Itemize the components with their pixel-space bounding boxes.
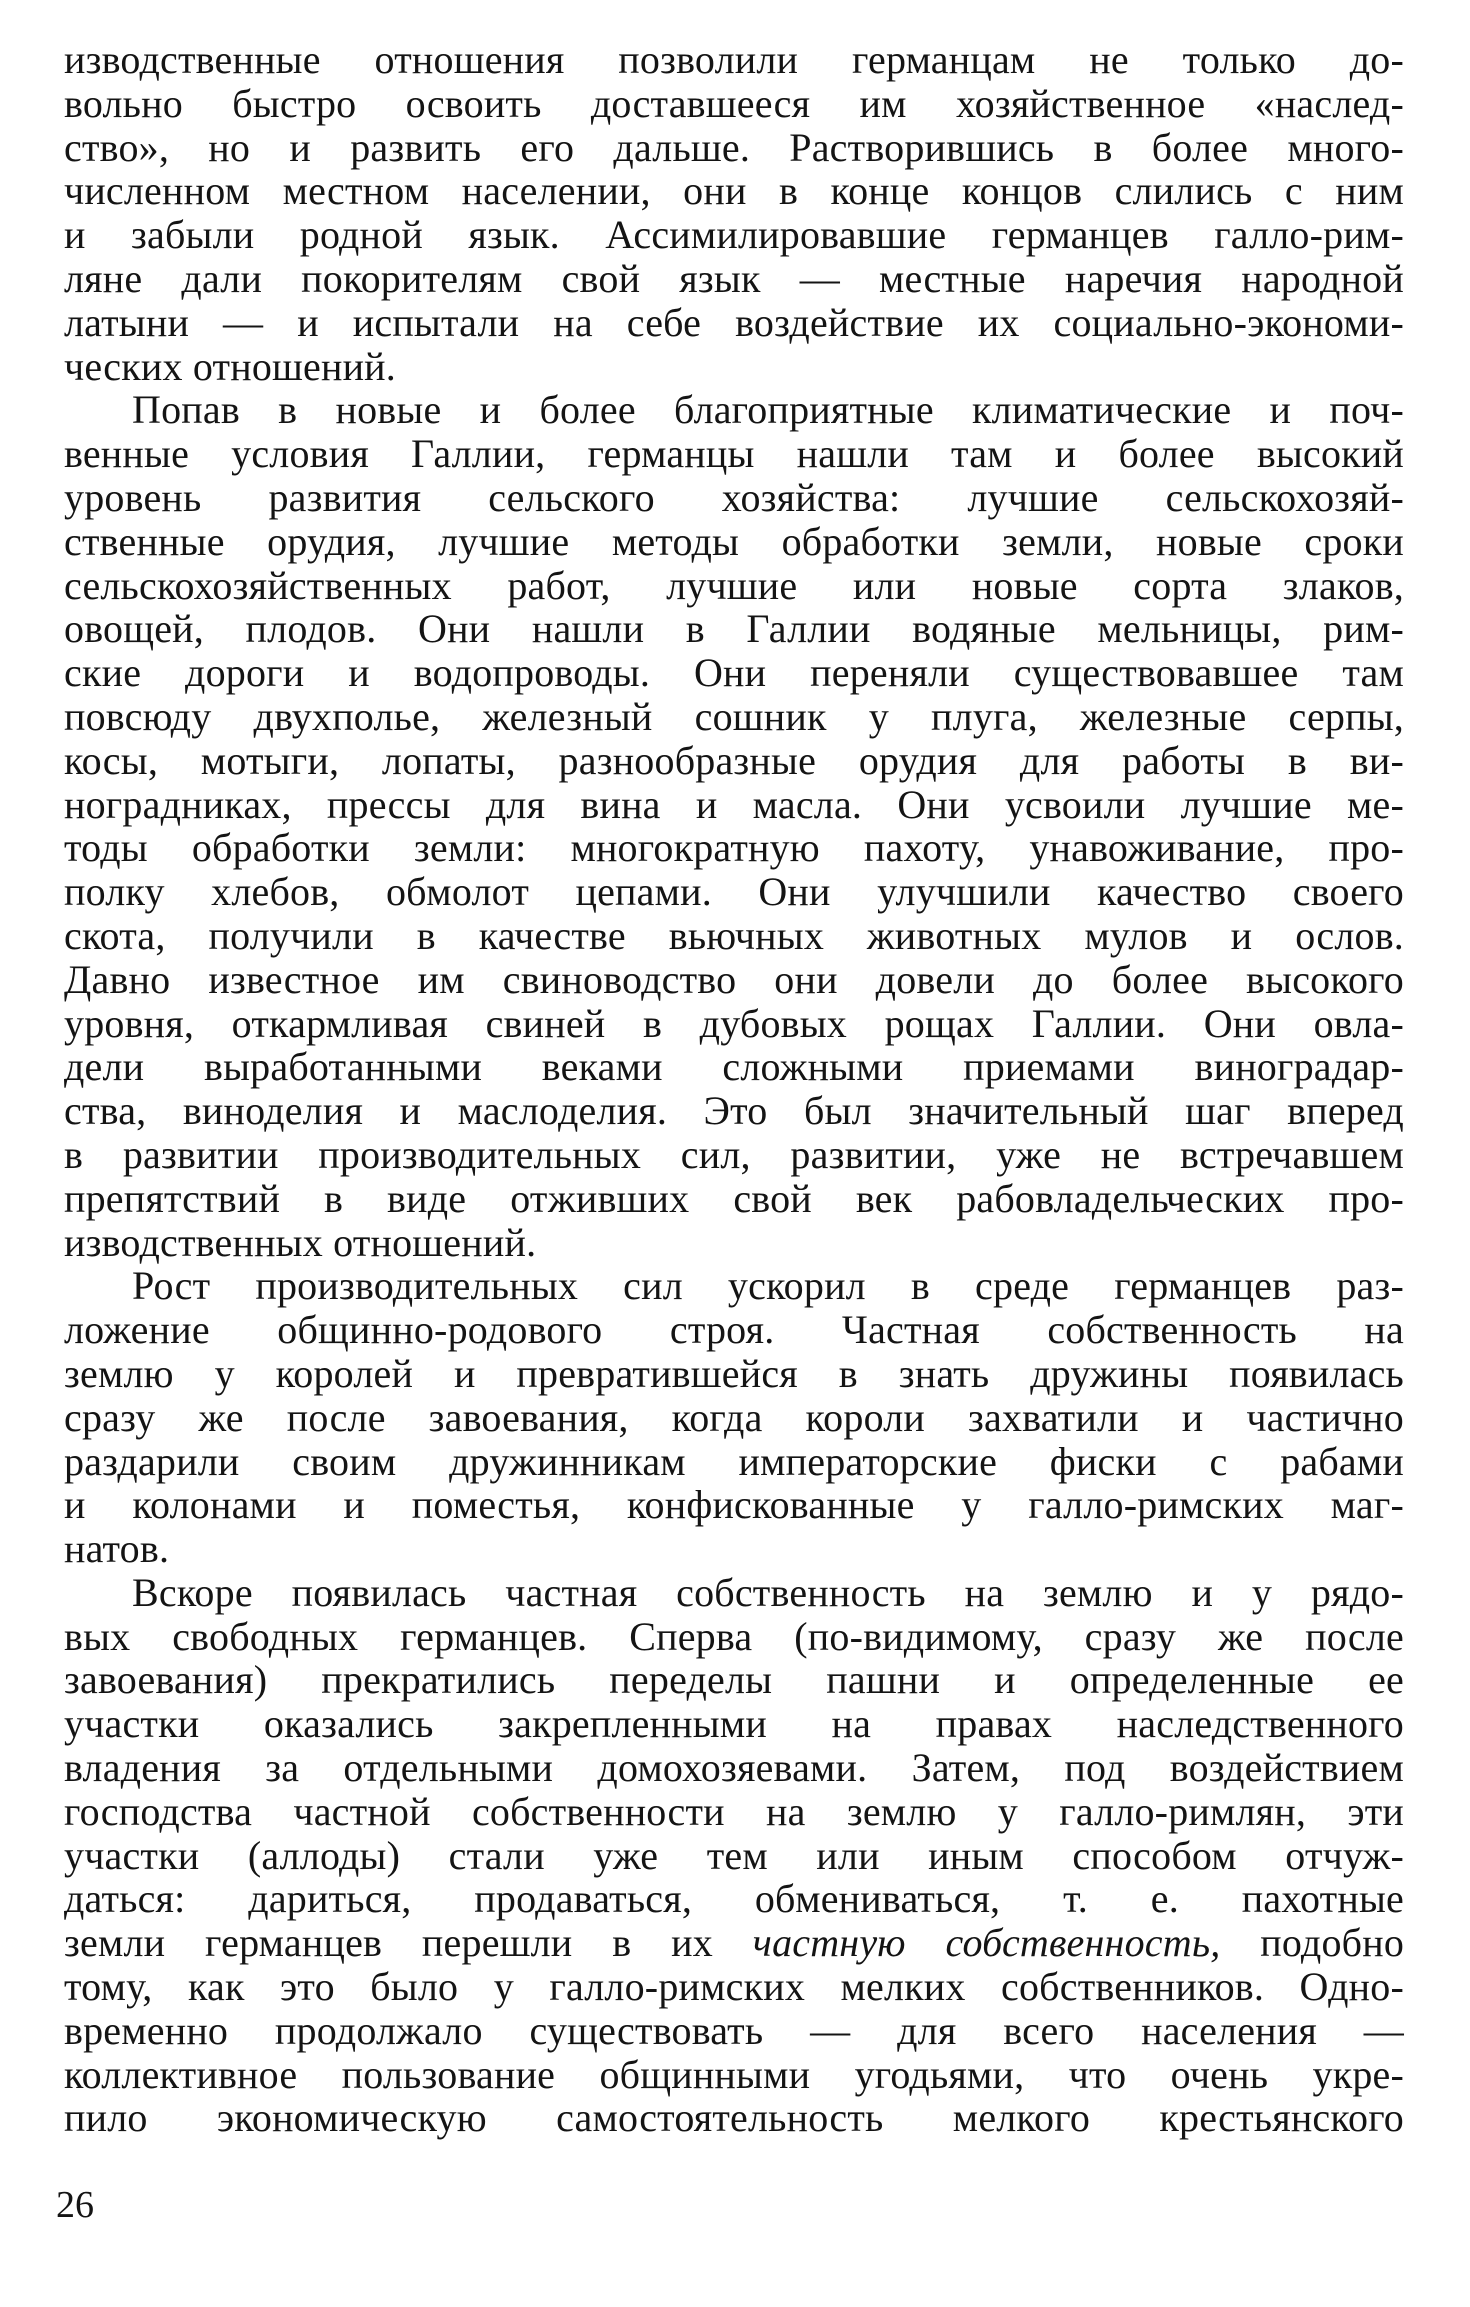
text-line: участки оказались закрепленными на правах наследственного [64, 1701, 1404, 1747]
text-line: ческих отношений. [64, 343, 396, 389]
page-number: 26 [56, 2184, 94, 2226]
emphasized-text: частную собственность, [752, 1920, 1221, 1966]
text-line: ственные орудия, лучшие методы обработки земли, новые сроки [64, 518, 1404, 564]
text-line: Вскоре появилась частная собственность на землю и у рядо- [132, 1569, 1404, 1615]
text-line: латыни — и испытали на себе воздействие их социально-экономи- [64, 299, 1404, 345]
text-line: натов. [64, 1526, 170, 1572]
text-line: пило экономическую самостоятельность мелкого крестьянского [64, 2095, 1404, 2141]
text-line: повсюду двухполье, железный сошник у плуга, железные серпы, [64, 693, 1404, 739]
paragraph-1 [64, 38, 1404, 388]
paragraph-4 [64, 1571, 1404, 2140]
text-line: изводственные отношения позволили германцам не только до- [64, 37, 1404, 82]
text-line: ские дороги и водопроводы. Они переняли существовавшее там [64, 650, 1404, 696]
text-line: ство», но и развить его дальше. Растворившись в более много- [64, 124, 1404, 170]
text-line: изводственных отношений. [64, 1219, 537, 1265]
text-line: временно продолжало существовать — для всего населения — [64, 2007, 1404, 2053]
text-line: тоды обработки земли: многократную пахоту, унавоживание, про- [64, 825, 1404, 871]
text-line: коллективное пользование общинными угодьями, что очень укре- [64, 2051, 1404, 2097]
text-line: дели выработанными веками сложными приемами виноградар- [64, 1044, 1404, 1090]
text-line: завоевания) прекратились переделы пашни и определенные ее [64, 1657, 1404, 1703]
text-line: уровня, откармливая свиней в дубовых рощах Галлии. Они овла- [64, 1000, 1404, 1046]
paragraph-2 [64, 388, 1404, 1264]
text-line: ства, виноделия и маслоделия. Это был значительный шаг вперед [64, 1088, 1404, 1134]
text-line: даться: дариться, продаваться, обмениваться, т. е. пахотные [64, 1876, 1404, 1922]
text-line: ложение общинно-родового строя. Частная собственность на [64, 1307, 1404, 1353]
text-line: сразу же после завоевания, когда короли захватили и частично [64, 1394, 1404, 1440]
text-line: Попав в новые и более благоприятные климатические и поч- [132, 387, 1404, 433]
text-line: ноградниках, прессы для вина и масла. Они усвоили лучшие ме- [64, 781, 1404, 827]
text-run: земли германцев перешли в их [64, 1920, 713, 1966]
text-line: косы, мотыги, лопаты, разнообразные орудия для работы в ви- [64, 737, 1404, 783]
text-line: и забыли родной язык. Ассимилировавшие германцев галло-рим- [64, 212, 1404, 258]
text-line: и колонами и поместья, конфискованные у галло-римских маг- [64, 1482, 1404, 1528]
text-line: Давно известное им свиноводство они довели до более высокого [64, 956, 1404, 1002]
text-line: участки (аллоды) стали уже тем или иным способом отчуж- [64, 1832, 1404, 1878]
body-text [64, 38, 1404, 2140]
text-line: раздарили своим дружинникам императорские фиски с рабами [64, 1438, 1404, 1484]
text-line: численном местном населении, они в конце концов слились с ним [64, 168, 1404, 214]
text-line: землю у королей и превратившейся в знать дружины появилась [64, 1350, 1404, 1396]
text-line: полку хлебов, обмолот цепами. Они улучшили качество своего [64, 869, 1404, 915]
text-line: господства частной собственности на землю у галло-римлян, эти [64, 1788, 1404, 1834]
text-line: венные условия Галлии, германцы нашли там и более высокий [64, 431, 1404, 477]
text-line: владения за отдельными домохозяевами. Затем, под воздействием [64, 1745, 1404, 1791]
text-run: подобно [1260, 1920, 1405, 1966]
text-line-mixed [64, 1921, 1404, 1965]
text-line: тому, как это было у галло-римских мелких собственников. Одно- [64, 1964, 1404, 2010]
text-line: Рост производительных сил ускорил в среде германцев раз- [132, 1263, 1404, 1309]
text-line: препятствий в виде отживших свой век рабовладельческих про- [64, 1175, 1404, 1221]
text-line: сельскохозяйственных работ, лучшие или новые сорта злаков, [64, 562, 1404, 608]
text-line: скота, получили в качестве вьючных животных мулов и ослов. [64, 912, 1404, 958]
paragraph-3 [64, 1264, 1404, 1571]
text-line: уровень развития сельского хозяйства: лучшие сельскохозяй- [64, 474, 1404, 520]
text-line: овощей, плодов. Они нашли в Галлии водяные мельницы, рим- [64, 606, 1404, 652]
text-line: ляне дали покорителям свой язык — местные наречия народной [64, 255, 1404, 301]
text-line: вольно быстро освоить доставшееся им хозяйственное «наслед- [64, 80, 1404, 126]
text-line: вых свободных германцев. Сперва (по-видимому, сразу же после [64, 1613, 1404, 1659]
text-line: в развитии производительных сил, развитии, уже не встречавшем [64, 1131, 1404, 1177]
